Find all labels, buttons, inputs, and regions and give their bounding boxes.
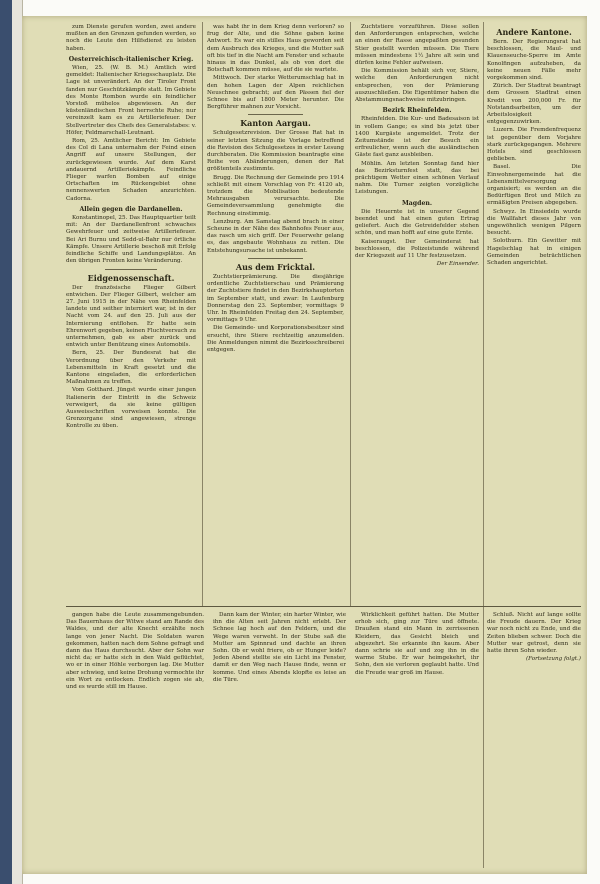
column-2 (207, 24, 344, 606)
article-paragraph: Die Kommission behält sich vor, Stiere, welche den Anforderungen nicht entsprechen, von der Prämierung auszuschließen. Die Eigentümer haben die Abstammungsnachweise mitzubringen. (355, 68, 479, 104)
article-paragraph: Bern, 25. Der Bundesrat hat die Verordnung über den Verkehr mit Lebensmitteln in Kraft gesetzt und die Kantone eingeladen, die erforderlichen Maßnahmen zu treffen. (66, 350, 196, 386)
article-paragraph: Wien, 25. (W. B. M.) Amtlich wird gemeldet: Italienischer Kriegsschauplatz. Die Lage ist unverändert. An der Tiroler Front fanden nur Geschützkämpfe statt. Im Gebiete des Monte Rombon wurde ein feindlicher Vorstoß mühelos abgewiesen. An der küstenländischen Front herrschte Ruhe; nur vereinzelt kam es zu Artilleriefeuer. Der Stellvertreter des Chefs des Generalstabes: v. Höfer, Feldmarschall-Leutnant. (66, 65, 196, 136)
article-paragraph: Zuchtstierprämierung. Die diesjährige ordentliche Zuchtstierschau und Prämierung der Zuchtstiere findet in den Bezirkshauptorten im September statt, und zwar: In Laufenburg Donnerstag den 23. September, vormittags 9 Uhr. In Rheinfelden Freitag den 24. September, vormittags 9 Uhr. (207, 273, 344, 324)
column-3 (355, 24, 479, 606)
article-paragraph: Brugg. Die Rechnung der Gemeinde pro 1914 schließt mit einem Vorschlag von Fr. 4120 ab, trotzdem die Mobilisation bedeutende Mehrausgaben verursachte. Die Gemeindeversammlung genehmigte die Rechnung einstimmig. (207, 174, 344, 217)
separator (248, 114, 303, 115)
section-heading: Aus dem Fricktal. (235, 261, 316, 272)
article-paragraph: Die Gemeinde- und Korporationsbesitzer sind ersucht, ihre Stiere rechtzeitig anzumelden. Die Anmeldungen nimmt die Bezirksschreiberei entgegen. (207, 325, 344, 353)
article-paragraph: Zürich. Der Stadtrat beantragt dem Grossen Stadtrat einen Kredit von 200,000 Fr. für Notstandsarbeiten, um der Arbeitslosigkeit entgegenzuwirken. (487, 83, 581, 126)
article-paragraph: Solothurn. Ein Gewitter mit Hagelschlag hat in einigen Gemeinden beträchtlichen Schaden angerichtet. (487, 238, 581, 267)
article-paragraph: Rheinfelden. Die Kur- und Badesaison ist in vollem Gange; es sind bis jetzt über 1400 Kurgäste angemeldet. Trotz der Zeitumstände ist der Besuch ein erfreulicher, wenn auch die ausländischen Gäste fast ganz ausbleiben. (355, 116, 479, 159)
feuilleton-column-1 (66, 612, 204, 868)
book-binding-spine (0, 0, 12, 884)
story-paragraph: Wirklichkeit geführt hatten. Die Mutter erhob sich, ging zur Türe und öffnete. Draußen stand ein Mann in zerrissenen Kleidern, das Gesicht bleich und abgezehrt. Sie erkannte ihn kaum. Aber dann schrie sie auf und zog ihn in die warme Stube. Er war heimgekehrt, ihr Sohn, den sie verloren geglaubt hatte. Und die Freude war groß im Hause. (355, 612, 479, 676)
section-heading: Bezirk Rheinfelden. (382, 107, 452, 115)
section-heading: Kanton Aargau. (240, 118, 311, 129)
section-heading: Andere Kantone. (496, 27, 572, 37)
section-heading: Magden. (401, 199, 433, 207)
feuilleton-column-4 (487, 612, 581, 868)
article-paragraph: Basel. Die Einwohnergemeinde hat die Lebensmittelversorgung organisiert; es werden an die Bedürftigen Brot und Milch zu ermäßigten Preisen abgegeben. (487, 164, 581, 207)
feuilleton-column-2 (213, 612, 346, 868)
column-rule (202, 22, 203, 607)
article-paragraph: zum Dienste gerufen worden, zwei andere mußten an den Grenzen gefunden werden, so noch die Leute den Hilfsdienst zu leisten haben. (66, 24, 196, 52)
separator (105, 269, 157, 270)
story-paragraph: Schluß. Nicht auf lange sollte die Freude dauern. Der Krieg war noch nicht zu Ende, und die Zeiten blieben schwer. Doch die Mutter war getrost, denn sie hatte ihren Sohn wieder. (487, 612, 581, 655)
article-paragraph: Lenzburg. Am Samstag abend brach in einer Scheune in der Nähe des Bahnhofes Feuer aus, das rasch um sich griff. Der Feuerwehr gelang es, das angebaute Wohnhaus zu retten. Die Entstehungsursache ist unbekannt. (207, 218, 344, 254)
continued-note: (Fortsetzung folgt.) (525, 656, 581, 663)
separator (248, 258, 303, 259)
story-paragraph: gangen habe die Leute zusammengebunden. Das Bauernhaus der Witwe stand am Rande des Waldes, und der alte Knecht erzählte noch lange von jener Nacht. Die Soldaten waren gekommen, hatten nach dem Sohne gefragt und dann das Haus durchsucht. Aber der Sohn war nicht da; er hatte sich in den Wald geflüchtet, wo er in einer Höhle verborgen lag. Die Mutter aber schwieg, und keine Drohung vermochte ihr ein Wort zu entlocken. Endlich zogen sie ab, und es wurde still im Hause. (66, 612, 204, 691)
article-paragraph: Schulgesetzrevision. Der Grosse Rat hat in seiner letzten Sitzung die Vorlage betreffend die Revision des Schulgesetzes in erster Lesung durchberaten. Die Kommission beantragte eine Reihe von Abänderungen, denen der Rat größtenteils zustimmte. (207, 130, 344, 173)
article-paragraph: Der französische Flieger Gilbert entwichen. Der Flieger Gilbert, welcher am 27. Juni 1915 in der Nähe von Rheinfelden landete und seither interniert war, ist in der Nacht vom 24. auf den 25. Juli aus der Internierung entflohen. Er hatte sein Ehrenwort gegeben, keinen Fluchtversuch zu unternehmen, gab es aber zurück und entwich unter Benützung eines Automobils. (66, 284, 196, 349)
article-paragraph: Möhlin. Am letzten Sonntag fand hier das Bezirksturnfest statt, das bei prächtigem Wetter einen schönen Verlauf nahm. Die Turner zeigten vorzügliche Leistungen. (355, 160, 479, 196)
section-heading: Allein gegen die Dardanellen. (79, 205, 183, 213)
article-paragraph: Schwyz. In Einsiedeln wurde die Wallfahrt dieses Jahr von ungewöhnlich wenigen Pilgern besucht. (487, 208, 581, 237)
article-paragraph: Zuchtstiere vorzuführen. Diese sollen den Anforderungen entsprechen, welche an einen der Rasse angepaßten gesunden Stier gestellt werden müssen. Die Tiere müssen mindestens 1½ Jahre alt sein und dürfen keine Fehler aufweisen. (355, 24, 479, 67)
article-paragraph: Bern. Der Regierungsrat hat beschlossen, die Maul- und Klauenseuche-Sperre im Amte Konolfingen aufzuheben, da keine neuen Fälle mehr vorgekommen sind. (487, 39, 581, 82)
feuilleton-rule (66, 606, 581, 607)
column-rule (483, 22, 484, 868)
section-heading: Oesterreichisch-italienischer Krieg. (68, 55, 194, 63)
article-paragraph: Mittwoch. Der starke Wetterumschlag hat in den hohen Lagen der Alpen reichlichen Neuschnee gebracht; auf den Pässen fiel der Schnee bis auf 1800 Meter herunter. Die Bergführer mahnen zur Vorsicht. (207, 75, 344, 111)
byline: Der Einsender. (436, 261, 479, 268)
column-rule (350, 22, 351, 607)
article-paragraph: Vom Gotthard. Jüngst wurde einer jungen Italienerin der Eintritt in die Schweiz verweigert, da sie keine gültigen Ausweisschriften vorweisen konnte. Die Grenzorgane sind angewiesen, strenge Kontrolle zu üben. (66, 387, 196, 430)
article-paragraph: Rom, 25. Amtlicher Bericht: Im Gebiete des Col di Lana unternahm der Feind einen Angriff auf unsere Stellungen, der zurückgewiesen wurde. Auf dem Karst andauernd Artilleriekämpfe. Feindliche Flieger warfen Bomben auf einige Ortschaften im Rückengebiet ohne nennenswerten Schaden anzurichten. Cadorna. (66, 138, 196, 202)
article-paragraph: Die Heuernte ist in unserer Gegend beendet und hat einen guten Ertrag geliefert. Auch die Getreidefelder stehen schön, und man hofft auf eine gute Ernte. (355, 208, 479, 237)
article-paragraph: Kaiseraugst. Der Gemeinderat hat beschlossen, die Polizeistunde während der Kriegszeit auf 11 Uhr festzusetzen. (355, 238, 479, 260)
feuilleton-column-3 (355, 612, 479, 868)
section-heading: Eidgenossenschaft. (87, 272, 175, 283)
column-4 (487, 24, 581, 606)
newspaper-page (22, 16, 587, 874)
article-paragraph: Luzern. Die Fremdenfrequenz ist gegenüber dem Vorjahre stark zurückgegangen. Mehrere Hotels sind geschlossen geblieben. (487, 127, 581, 163)
column-1 (66, 24, 196, 606)
story-paragraph: Dann kam der Winter, ein harter Winter, wie ihn die Alten seit Jahren nicht erlebt. Der Schnee lag hoch auf den Feldern, und die Wege waren verweht. In der Stube saß die Mutter am Spinnrad und dachte an ihren Sohn. Ob er wohl friere, ob er Hunger leide? Jeden Abend stellte sie ein Licht ins Fenster, damit er den Weg nach Hause finde, wenn er komme. Und eines Abends klopfte es leise an die Türe. (213, 612, 346, 683)
article-paragraph: was habt ihr in dem Krieg denn verloren? so frug der Alte, und die Söhne gaben keine Antwort. Es war ein stilles Haus geworden seit dem Ausbruch des Krieges, und die Mutter saß oft bis tief in die Nacht am Fenster und schaute hinaus in das Dunkel, als ob von dort die Botschaft kommen müsse, auf die sie wartete. (207, 24, 344, 74)
article-paragraph: Konstantinopel, 25. Das Hauptquartier teilt mit: An der Dardanellenfront schwaches Gewehrfeuer und zeitweise Artilleriefeuer. Bei Ari Burnu und Sedd-ul-Bahr nur örtliche Kämpfe. Unsere Artillerie beschoß mit Erfolg feindliche Schiffe und Landungsplätze. An den übrigen Fronten keine Veränderung. (66, 215, 196, 265)
